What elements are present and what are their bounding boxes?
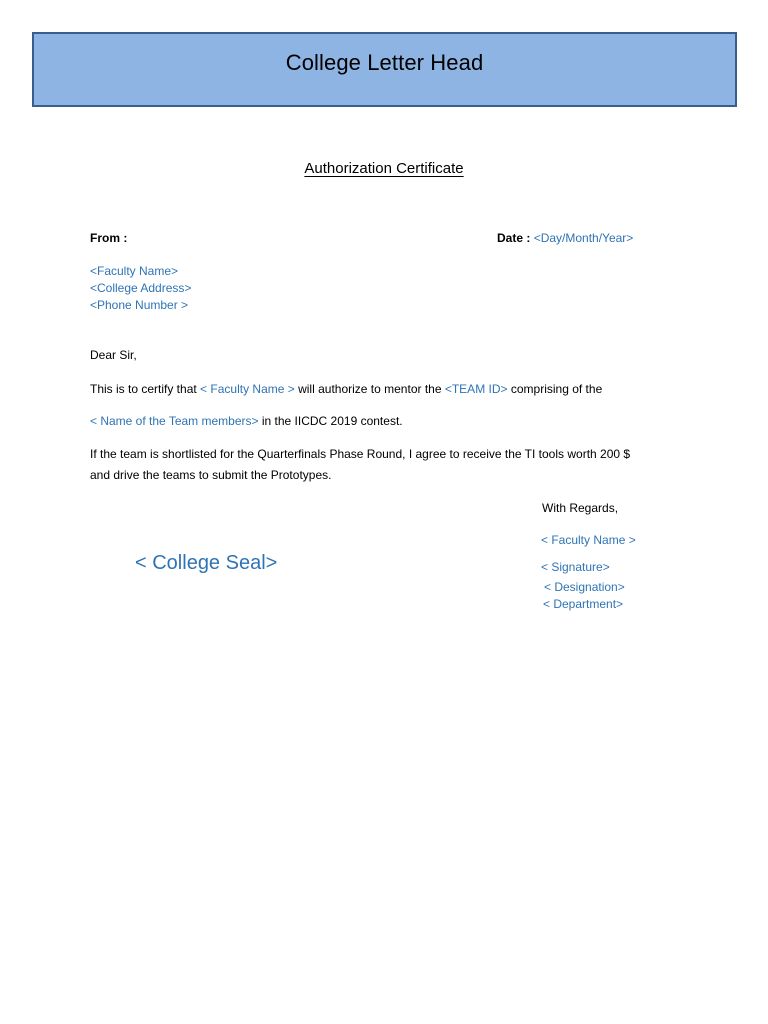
body-line-2-members: < Name of the Team members> [90,414,259,428]
from-faculty-name: <Faculty Name> [90,264,179,278]
salutation: Dear Sir, [90,348,137,362]
closing-faculty-name: < Faculty Name > [541,533,636,547]
certificate-title [0,160,768,177]
closing-regards: With Regards, [542,501,619,515]
date-placeholder: <Day/Month/Year> [533,231,634,245]
closing-department: < Department> [543,597,624,611]
college-seal-placeholder: < College Seal> [135,552,278,574]
from-college-address: <College Address> [90,281,192,295]
from-phone-number: <Phone Number > [90,298,189,312]
body-line-1-part1: This is to certify that [90,382,201,396]
certificate-title-text: Authorization Certificate [304,160,464,177]
letterhead-title: College Letter Head [285,50,484,75]
date-label: Date : [497,231,531,245]
body-line-1-part2: will authorize to mentor the [294,382,445,396]
from-label: From : [90,231,128,245]
body-line-2-rest: in the IICDC 2019 contest. [258,414,403,428]
body-line-1-faculty: < Faculty Name > [200,382,295,396]
letterhead [32,32,737,107]
body-line-1 [90,381,602,398]
closing-signature: < Signature> [541,560,610,574]
body-line-2 [90,413,403,430]
body-paragraph-line-1: If the team is shortlisted for the Quarterfinals Phase Round, I agree to receive the TI tools worth 200 $ [90,447,631,461]
closing-designation: < Designation> [544,580,625,594]
body-line-1-team-id: <TEAM ID> [444,382,508,396]
body-paragraph-line-2: and drive the teams to submit the Prototypes. [90,468,332,482]
date-line [497,230,633,247]
body-line-1-part3: comprising of the [507,382,603,396]
